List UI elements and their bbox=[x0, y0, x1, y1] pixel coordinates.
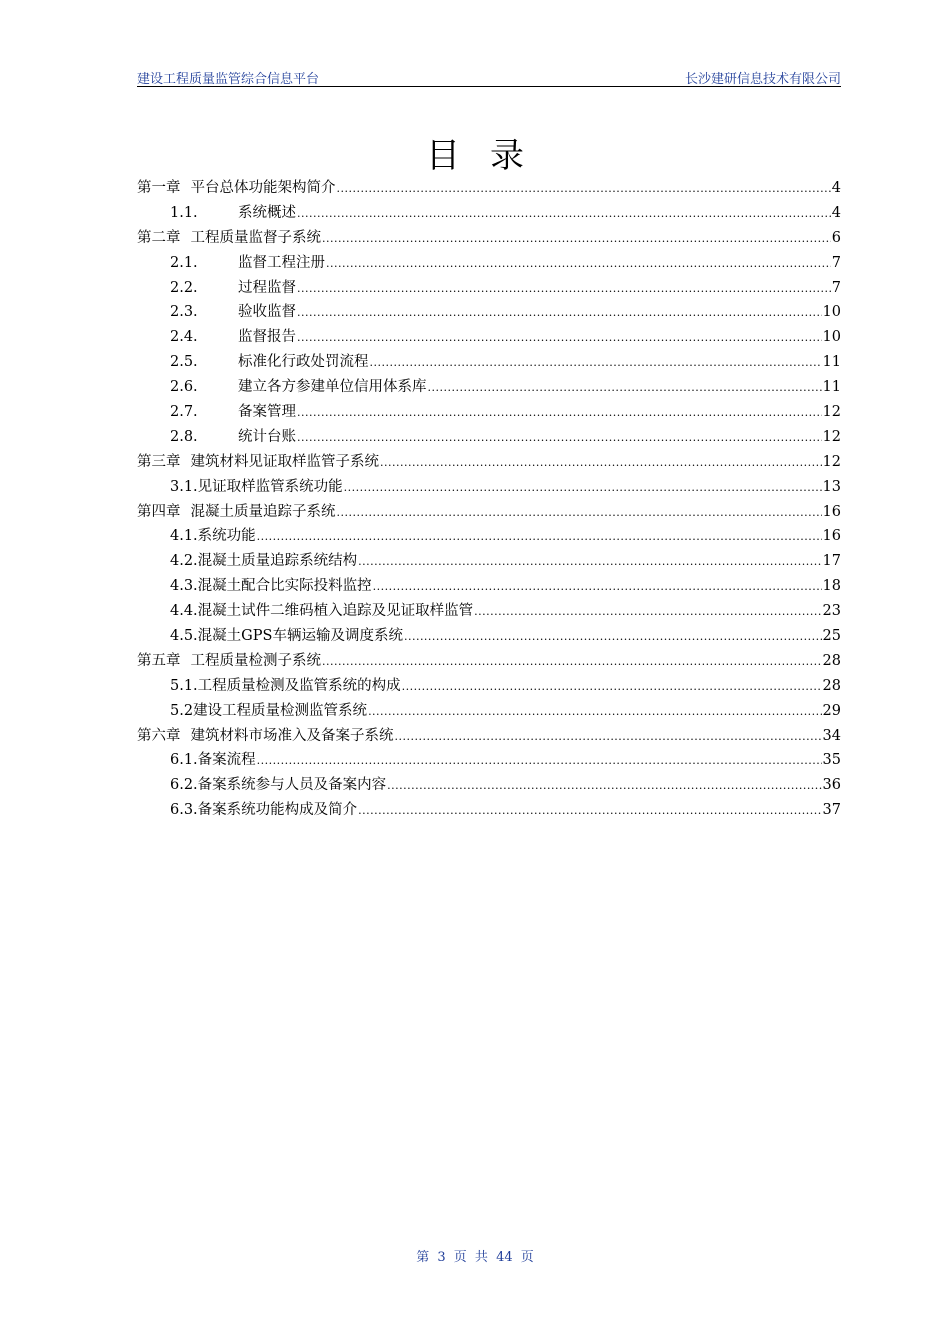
toc-entry-title: 备案流程 bbox=[197, 752, 256, 769]
toc-entry[interactable] bbox=[137, 350, 841, 375]
toc-entry[interactable] bbox=[137, 798, 841, 823]
toc-entry-number: 第五章 bbox=[137, 652, 181, 669]
toc-dot-leader bbox=[257, 748, 822, 774]
toc-entry-title: 监督报告 bbox=[238, 329, 296, 346]
toc-entry-number: 1.1. bbox=[170, 204, 198, 221]
toc-dot-leader bbox=[297, 300, 822, 326]
footer-total-pages: 44 bbox=[496, 1250, 513, 1265]
toc-entry-number: 5.1. bbox=[170, 677, 198, 694]
toc-entry-number: 5.2 bbox=[170, 702, 194, 719]
toc-entry-page: 37 bbox=[822, 802, 841, 819]
toc-dot-leader bbox=[368, 699, 821, 725]
toc-entry-title: 混凝土质量追踪系统结构 bbox=[197, 553, 358, 570]
toc-entry[interactable] bbox=[137, 400, 841, 425]
toc-entry-number: 2.7. bbox=[170, 404, 198, 421]
toc-dot-leader bbox=[474, 599, 821, 625]
toc-dot-leader bbox=[395, 724, 822, 750]
toc-entry-page: 12 bbox=[822, 428, 841, 445]
toc-entry-number: 第一章 bbox=[137, 180, 181, 196]
toc-entry-page: 36 bbox=[822, 777, 841, 794]
toc-entry-title: 过程监督 bbox=[238, 279, 296, 296]
toc-entry-title: 建筑材料市场准入及备案子系统 bbox=[190, 727, 394, 744]
toc-entry-page: 6 bbox=[831, 229, 841, 246]
toc-entry-page: 7 bbox=[831, 254, 841, 271]
toc-entry-page: 17 bbox=[822, 553, 841, 570]
toc-entry-page: 10 bbox=[822, 329, 841, 346]
toc-entry-title: 建筑材料见证取样监管子系统 bbox=[190, 453, 379, 470]
toc-entry-number: 6.2. bbox=[170, 777, 198, 794]
toc-dot-leader bbox=[326, 251, 831, 277]
toc-dot-leader bbox=[322, 649, 822, 675]
toc-entry[interactable] bbox=[137, 549, 841, 574]
toc-entry[interactable] bbox=[137, 425, 841, 450]
toc-entry-page: 10 bbox=[822, 304, 841, 321]
toc-entry-number: 第三章 bbox=[137, 453, 181, 470]
toc-entry-title: 混凝土质量追踪子系统 bbox=[190, 503, 336, 520]
toc-entry-number: 第六章 bbox=[137, 727, 181, 744]
toc-entry-number: 4.1. bbox=[170, 528, 198, 545]
header-right-company: 长沙建研信息技术有限公司 bbox=[684, 72, 841, 87]
toc-entry-number: 3.1. bbox=[170, 478, 198, 495]
toc-entry-number: 4.3. bbox=[170, 578, 198, 595]
toc-entry-number: 第四章 bbox=[137, 503, 181, 520]
toc-dot-leader bbox=[322, 226, 831, 252]
toc-entry-title: 监督工程注册 bbox=[238, 254, 325, 271]
toc-entry-title: 工程质量检测子系统 bbox=[190, 652, 321, 669]
toc-entry[interactable] bbox=[137, 624, 841, 649]
toc-entry[interactable] bbox=[137, 524, 841, 549]
toc-entry-page: 12 bbox=[822, 404, 841, 421]
toc-entry-title: 混凝土配合比实际投料监控 bbox=[197, 578, 372, 595]
toc-entry[interactable] bbox=[137, 724, 841, 749]
toc-entry[interactable] bbox=[137, 475, 841, 500]
toc-dot-leader bbox=[380, 450, 822, 476]
toc-entry-page: 23 bbox=[822, 603, 841, 620]
toc-dot-leader bbox=[402, 674, 822, 700]
page-footer bbox=[0, 1246, 950, 1265]
toc-entry-page: 25 bbox=[822, 628, 841, 645]
toc-entry-page: 28 bbox=[822, 677, 841, 694]
toc-dot-leader bbox=[370, 350, 822, 376]
toc-dot-leader bbox=[297, 425, 822, 451]
toc-entry[interactable] bbox=[137, 251, 841, 276]
toc-entry-title: 验收监督 bbox=[238, 304, 296, 321]
toc-entry-number: 2.6. bbox=[170, 379, 198, 396]
toc-entry[interactable] bbox=[137, 574, 841, 599]
toc-entry-title: 备案系统功能构成及简介 bbox=[197, 802, 358, 819]
toc-entry[interactable] bbox=[137, 748, 841, 773]
toc-entry-page: 4 bbox=[831, 180, 841, 196]
toc-dot-leader bbox=[344, 475, 822, 501]
toc-dot-leader bbox=[358, 798, 821, 824]
toc-entry[interactable] bbox=[137, 276, 841, 301]
toc-entry[interactable] bbox=[137, 699, 841, 724]
toc-entry[interactable] bbox=[137, 201, 841, 226]
header-left-title: 建设工程质量监管综合信息平台 bbox=[137, 72, 320, 87]
footer-mid: 页 共 bbox=[453, 1250, 488, 1265]
toc-entry-title: 系统概述 bbox=[238, 204, 296, 221]
toc-entry-number: 6.3. bbox=[170, 802, 198, 819]
toc-entry-number: 4.4. bbox=[170, 603, 198, 620]
footer-prefix: 第 bbox=[416, 1250, 430, 1265]
toc-entry-page: 16 bbox=[822, 528, 841, 545]
toc-entry-page: 18 bbox=[822, 578, 841, 595]
toc-entry-number: 2.1. bbox=[170, 254, 198, 271]
footer-suffix: 页 bbox=[520, 1250, 534, 1265]
toc-entry-number: 2.8. bbox=[170, 428, 198, 445]
toc-entry-number: 4.5. bbox=[170, 628, 198, 645]
toc-entry-title: 混凝土试件二维码植入追踪及见证取样监管 bbox=[197, 603, 474, 620]
toc-entry[interactable] bbox=[137, 375, 841, 400]
page-header bbox=[137, 66, 841, 87]
toc-entry-page: 11 bbox=[822, 379, 841, 396]
toc-entry-page: 28 bbox=[822, 652, 841, 669]
toc-entry-title: 工程质量检测及监管系统的构成 bbox=[197, 677, 401, 694]
toc-dot-leader bbox=[404, 624, 822, 650]
toc-entry-page: 29 bbox=[822, 702, 841, 719]
toc-dot-leader bbox=[297, 276, 831, 302]
toc-entry-number: 2.2. bbox=[170, 279, 198, 296]
toc-entry-page: 35 bbox=[822, 752, 841, 769]
toc-entry-page: 34 bbox=[822, 727, 841, 744]
toc-entry[interactable] bbox=[137, 176, 841, 201]
table-of-contents bbox=[137, 176, 841, 823]
toc-entry-title: 见证取样监管系统功能 bbox=[197, 478, 343, 495]
toc-dot-leader bbox=[337, 500, 822, 526]
toc-dot-leader bbox=[257, 524, 822, 550]
toc-entry-page: 11 bbox=[822, 354, 841, 371]
toc-entry-page: 7 bbox=[831, 279, 841, 296]
toc-entry-title: 备案管理 bbox=[238, 404, 296, 421]
toc-entry-title: 备案系统参与人员及备案内容 bbox=[197, 777, 387, 794]
toc-entry-page: 13 bbox=[822, 478, 841, 495]
toc-dot-leader bbox=[297, 325, 822, 351]
toc-entry-number: 2.4. bbox=[170, 329, 198, 346]
toc-entry-page: 12 bbox=[822, 453, 841, 470]
toc-dot-leader bbox=[373, 574, 822, 600]
toc-entry-title: 混凝土GPS车辆运输及调度系统 bbox=[197, 628, 403, 645]
toc-entry-page: 4 bbox=[831, 204, 841, 221]
toc-entry[interactable] bbox=[137, 649, 841, 674]
toc-entry-title: 工程质量监督子系统 bbox=[190, 229, 321, 246]
toc-dot-leader bbox=[337, 176, 831, 202]
toc-entry-number: 第二章 bbox=[137, 229, 181, 246]
toc-entry[interactable] bbox=[137, 325, 841, 350]
toc-entry-number: 2.3. bbox=[170, 304, 198, 321]
toc-entry-title: 建设工程质量检测监管系统 bbox=[193, 702, 368, 719]
toc-entry-page: 16 bbox=[822, 503, 841, 520]
toc-dot-leader bbox=[428, 375, 822, 401]
toc-entry-title: 建立各方参建单位信用体系库 bbox=[238, 379, 427, 396]
toc-entry[interactable] bbox=[137, 450, 841, 475]
toc-entry-title: 平台总体功能架构简介 bbox=[190, 180, 336, 196]
toc-dot-leader bbox=[297, 400, 822, 426]
toc-entry[interactable] bbox=[137, 599, 841, 624]
toc-entry-title: 统计台账 bbox=[238, 428, 296, 445]
toc-dot-leader bbox=[297, 201, 831, 227]
toc-entry[interactable] bbox=[137, 226, 841, 251]
toc-dot-leader bbox=[387, 773, 821, 799]
toc-entry-number: 2.5. bbox=[170, 354, 198, 371]
toc-entry[interactable] bbox=[137, 674, 841, 699]
toc-entry-number: 6.1. bbox=[170, 752, 198, 769]
footer-current-page: 3 bbox=[437, 1250, 446, 1265]
toc-entry[interactable] bbox=[137, 300, 841, 325]
toc-title: 目录 bbox=[426, 136, 554, 176]
toc-entry-title: 系统功能 bbox=[197, 528, 256, 545]
toc-dot-leader bbox=[358, 549, 821, 575]
toc-entry[interactable] bbox=[137, 500, 841, 525]
toc-entry[interactable] bbox=[137, 773, 841, 798]
toc-entry-number: 4.2. bbox=[170, 553, 198, 570]
toc-entry-title: 标准化行政处罚流程 bbox=[238, 354, 369, 371]
